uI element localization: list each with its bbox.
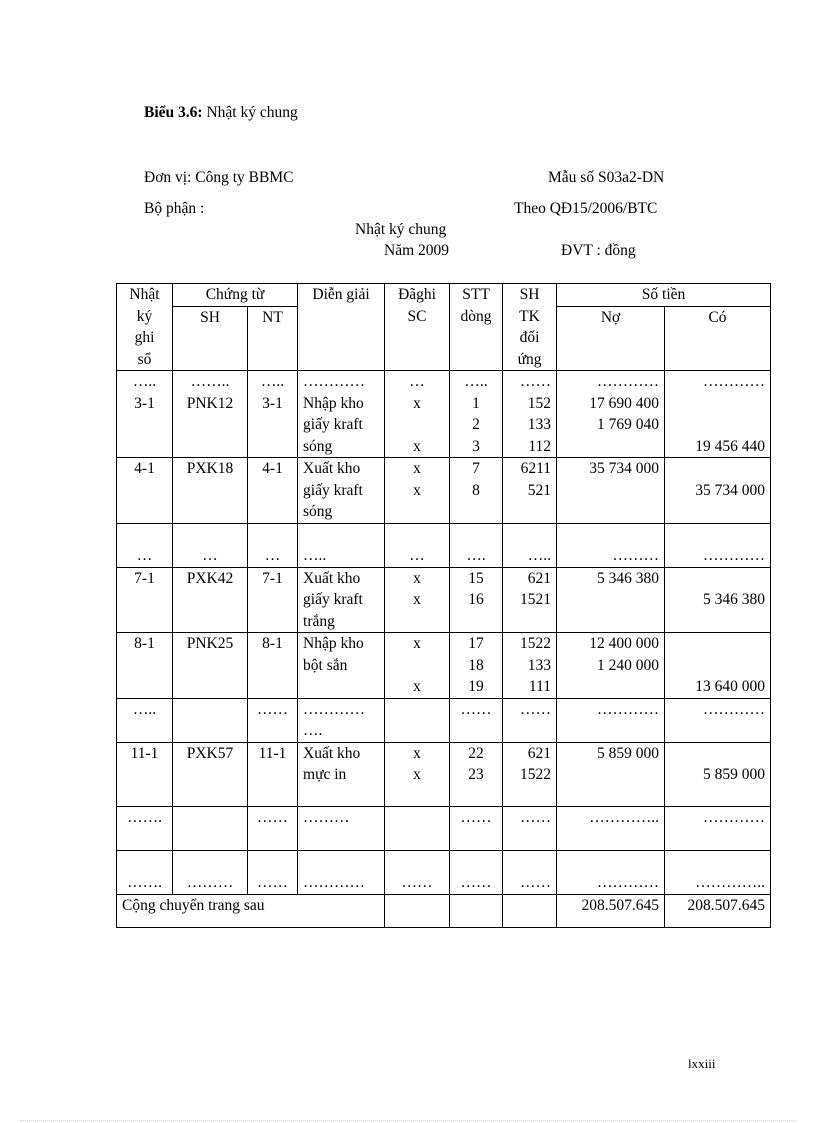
page-edge-divider	[20, 1120, 796, 1121]
posted-cell: x x	[385, 567, 450, 633]
journal-title: Nhật ký chung	[355, 221, 447, 238]
credit-cell: …………	[665, 523, 771, 567]
header-voucher: Chứng từ	[173, 284, 298, 307]
journal-entry-row	[117, 523, 771, 567]
date-cell: …….	[117, 850, 173, 894]
description-cell: Xuất kho giấy kraft sóng	[298, 458, 385, 524]
description-cell: ………… Nhập kho giấy kraft sóng	[298, 371, 385, 458]
posted-cell: …	[385, 523, 450, 567]
header-voucher-nt: NT	[248, 307, 298, 371]
journal-entry-row	[117, 806, 771, 850]
line-no-cell: 17 18 19	[450, 633, 503, 699]
journal-entry-row	[117, 458, 771, 524]
posted-cell	[385, 698, 450, 742]
debit-cell: …………	[557, 850, 665, 894]
line-no-cell: 22 23	[450, 742, 503, 806]
date-cell: 7-1	[117, 567, 173, 633]
header-date: Nhật ký ghi sổ	[117, 284, 173, 371]
description-cell: …………	[298, 850, 385, 894]
line-no-cell: 7 8	[450, 458, 503, 524]
header-voucher-sh: SH	[173, 307, 248, 371]
debit-cell: 35 734 000	[557, 458, 665, 524]
voucher-sh-cell: ………	[173, 850, 248, 894]
currency-unit: ĐVT : đồng	[561, 242, 636, 259]
date-cell: …	[117, 523, 173, 567]
voucher-nt-cell: ……	[248, 806, 298, 850]
form-code: Mẫu số S03a2-DN	[548, 169, 665, 186]
credit-cell: ………… 19 456 440	[665, 371, 771, 458]
voucher-sh-cell: …….. PNK12	[173, 371, 248, 458]
header-posted: Đãghi SC	[385, 284, 450, 371]
line-no-cell: ……	[450, 850, 503, 894]
line-no-cell: ……	[450, 806, 503, 850]
voucher-nt-cell: ……	[248, 698, 298, 742]
voucher-sh-cell: …	[173, 523, 248, 567]
date-cell: ….. 3-1	[117, 371, 173, 458]
credit-cell: …………..	[665, 850, 771, 894]
total-posted	[385, 894, 450, 927]
date-cell: …..	[117, 698, 173, 742]
header-amount: Số tiền	[557, 284, 771, 307]
debit-cell: 5 346 380	[557, 567, 665, 633]
account-cell: 1522 133 111	[503, 633, 557, 699]
description-cell: Nhập kho bột sắn	[298, 633, 385, 699]
description-cell: …..	[298, 523, 385, 567]
journal-entry-row	[117, 371, 771, 458]
date-cell: 8-1	[117, 633, 173, 699]
account-cell: 6211 521	[503, 458, 557, 524]
voucher-nt-cell: …	[248, 523, 298, 567]
header-description: Diễn giải	[298, 284, 385, 371]
journal-entry-row	[117, 698, 771, 742]
credit-cell: 13 640 000	[665, 633, 771, 699]
header-account: SH TK đối ứng	[503, 284, 557, 371]
debit-cell: ………	[557, 523, 665, 567]
regulation-label: Theo QĐ15/2006/BTC	[514, 200, 658, 217]
credit-cell: 5 346 380	[665, 567, 771, 633]
debit-cell: …………..	[557, 806, 665, 850]
journal-body	[117, 371, 771, 895]
credit-cell: …………	[665, 698, 771, 742]
line-no-cell: 15 16	[450, 567, 503, 633]
posted-cell	[385, 806, 450, 850]
unit-label: Đơn vị: Công ty BBMC	[144, 169, 294, 186]
voucher-sh-cell: PXK18	[173, 458, 248, 524]
description-cell: Xuất kho giấy kraft trắng	[298, 567, 385, 633]
journal-entry-row	[117, 742, 771, 806]
journal-entry-row	[117, 567, 771, 633]
total-credit: 208.507.645	[665, 894, 771, 927]
header-debit: Nợ	[557, 307, 665, 371]
credit-cell: 5 859 000	[665, 742, 771, 806]
account-cell: ……	[503, 850, 557, 894]
account-cell: …… 152 133 112	[503, 371, 557, 458]
voucher-sh-cell	[173, 698, 248, 742]
voucher-sh-cell: PXK57	[173, 742, 248, 806]
account-cell: …..	[503, 523, 557, 567]
account-cell: 621 1521	[503, 567, 557, 633]
line-no-cell: ….	[450, 523, 503, 567]
date-cell: 4-1	[117, 458, 173, 524]
voucher-sh-cell: PXK42	[173, 567, 248, 633]
page-title	[144, 105, 298, 121]
account-cell: 621 1522	[503, 742, 557, 806]
header-row-1	[117, 284, 771, 307]
voucher-sh-cell: PNK25	[173, 633, 248, 699]
title-text: Nhật ký chung	[202, 104, 298, 121]
title-label: Biểu 3.6:	[144, 104, 203, 121]
line-no-cell: ……	[450, 698, 503, 742]
department-label: Bộ phận :	[144, 200, 205, 217]
posted-cell: ……	[385, 850, 450, 894]
description-cell: ………	[298, 806, 385, 850]
voucher-nt-cell: 4-1	[248, 458, 298, 524]
total-debit: 208.507.645	[557, 894, 665, 927]
page-number: lxxiii	[688, 1056, 716, 1071]
header-credit: Có	[665, 307, 771, 371]
posted-cell: x x	[385, 458, 450, 524]
posted-cell: … x x	[385, 371, 450, 458]
debit-cell: ………… 17 690 400 1 769 040	[557, 371, 665, 458]
total-account	[503, 894, 557, 927]
account-cell: ……	[503, 698, 557, 742]
account-cell: ……	[503, 806, 557, 850]
voucher-nt-cell: 8-1	[248, 633, 298, 699]
credit-cell: 35 734 000	[665, 458, 771, 524]
journal-year: Năm 2009	[384, 242, 450, 259]
debit-cell: …………	[557, 698, 665, 742]
line-no-cell: ….. 1 2 3	[450, 371, 503, 458]
description-cell: Xuất kho mực in	[298, 742, 385, 806]
voucher-nt-cell: ……	[248, 850, 298, 894]
journal-entry-row	[117, 850, 771, 894]
voucher-nt-cell: 11-1	[248, 742, 298, 806]
header-line-no: STT dòng	[450, 284, 503, 371]
total-label: Cộng chuyển trang sau	[117, 894, 385, 927]
posted-cell: x x	[385, 633, 450, 699]
voucher-nt-cell: ….. 3-1	[248, 371, 298, 458]
posted-cell: x x	[385, 742, 450, 806]
date-cell: 11-1	[117, 742, 173, 806]
voucher-nt-cell: 7-1	[248, 567, 298, 633]
total-row	[117, 894, 771, 927]
debit-cell: 5 859 000	[557, 742, 665, 806]
description-cell: ………… ….	[298, 698, 385, 742]
date-cell: …….	[117, 806, 173, 850]
credit-cell: …………	[665, 806, 771, 850]
journal-entry-row	[117, 633, 771, 699]
journal-table	[116, 283, 771, 928]
total-line	[450, 894, 503, 927]
debit-cell: 12 400 000 1 240 000	[557, 633, 665, 699]
voucher-sh-cell	[173, 806, 248, 850]
